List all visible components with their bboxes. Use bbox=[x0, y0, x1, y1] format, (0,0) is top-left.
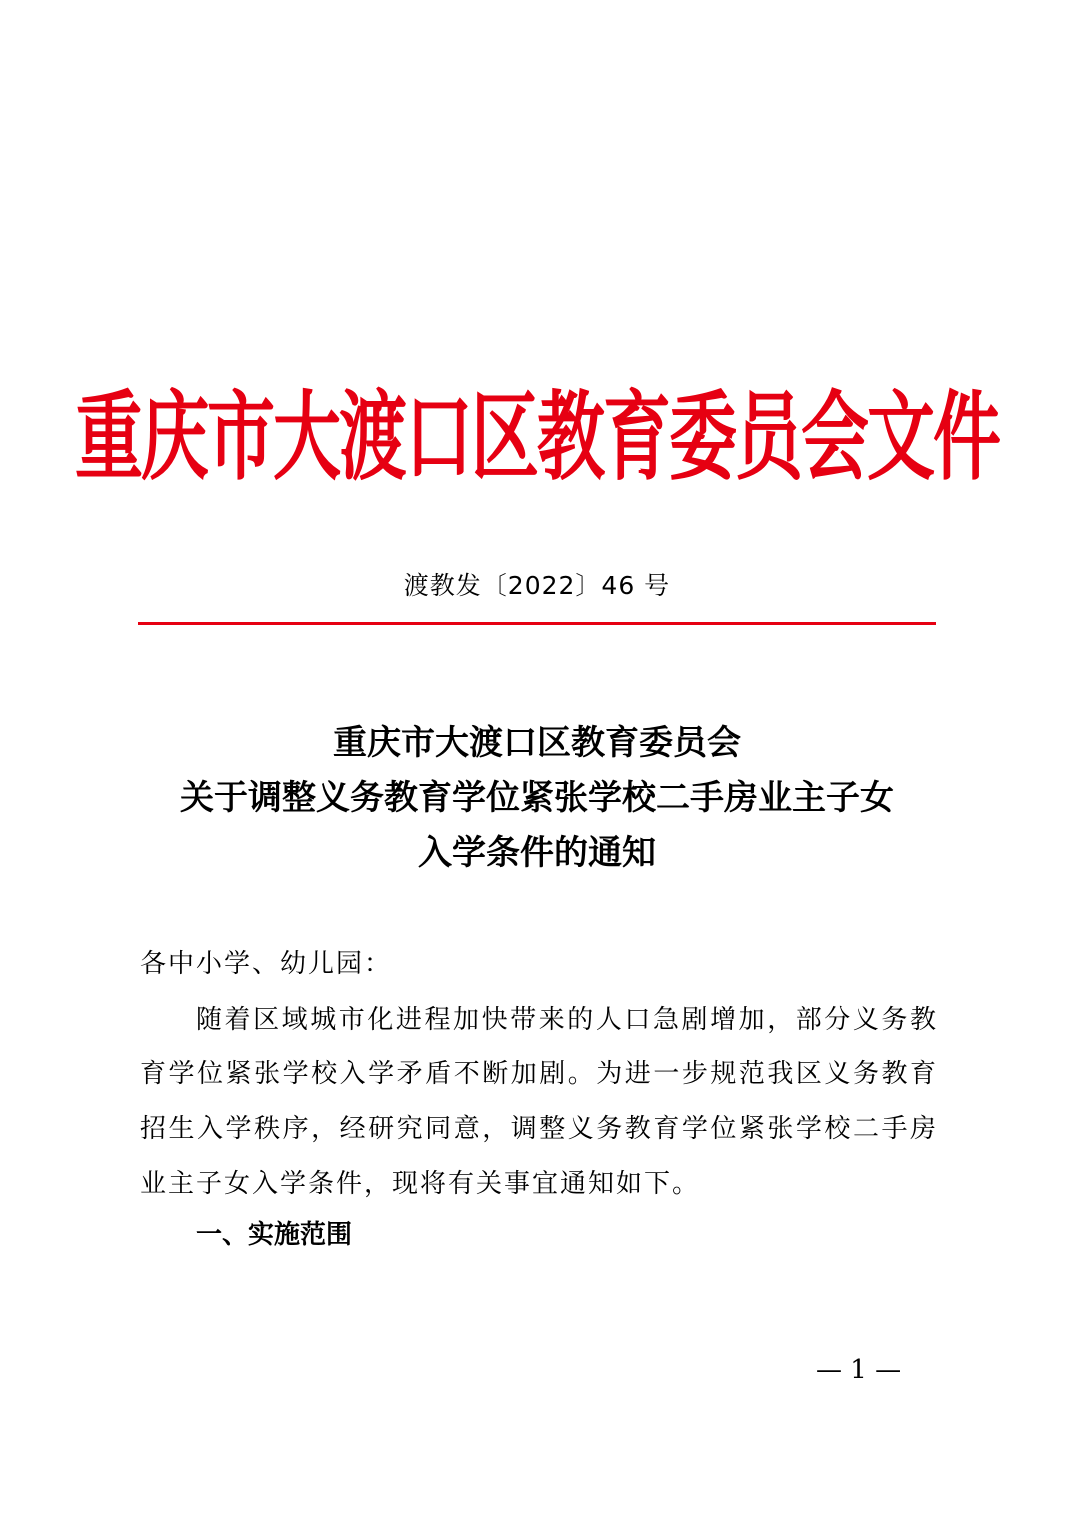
section-heading: 一、实施范围 bbox=[196, 1220, 353, 1250]
red-separator-line bbox=[138, 622, 936, 625]
document-number: 渡教发〔2022〕46 号 bbox=[403, 571, 671, 600]
salutation: 各中小学、幼儿园： bbox=[140, 949, 393, 979]
body-paragraph-line: 招生入学秩序，经研究同意，调整义务教育学位紧张学校二手房 bbox=[140, 1114, 936, 1144]
document-masthead: 重庆市大渡口区教育委员会文件 bbox=[74, 381, 999, 495]
document-title-line-3: 入学条件的通知 bbox=[418, 833, 656, 873]
document-title-line-1: 重庆市大渡口区教育委员会 bbox=[333, 723, 741, 763]
body-paragraph-line: 育学位紧张学校入学矛盾不断加剧。为进一步规范我区义务教育 bbox=[140, 1059, 936, 1089]
document-title-line-2: 关于调整义务教育学位紧张学校二手房业主子女 bbox=[180, 778, 894, 818]
page-number: — 1 — bbox=[816, 1355, 902, 1385]
body-paragraph-line: 随着区域城市化进程加快带来的人口急剧增加，部分义务教 bbox=[196, 1005, 936, 1035]
body-paragraph-line: 业主子女入学条件，现将有关事宜通知如下。 bbox=[140, 1169, 701, 1199]
